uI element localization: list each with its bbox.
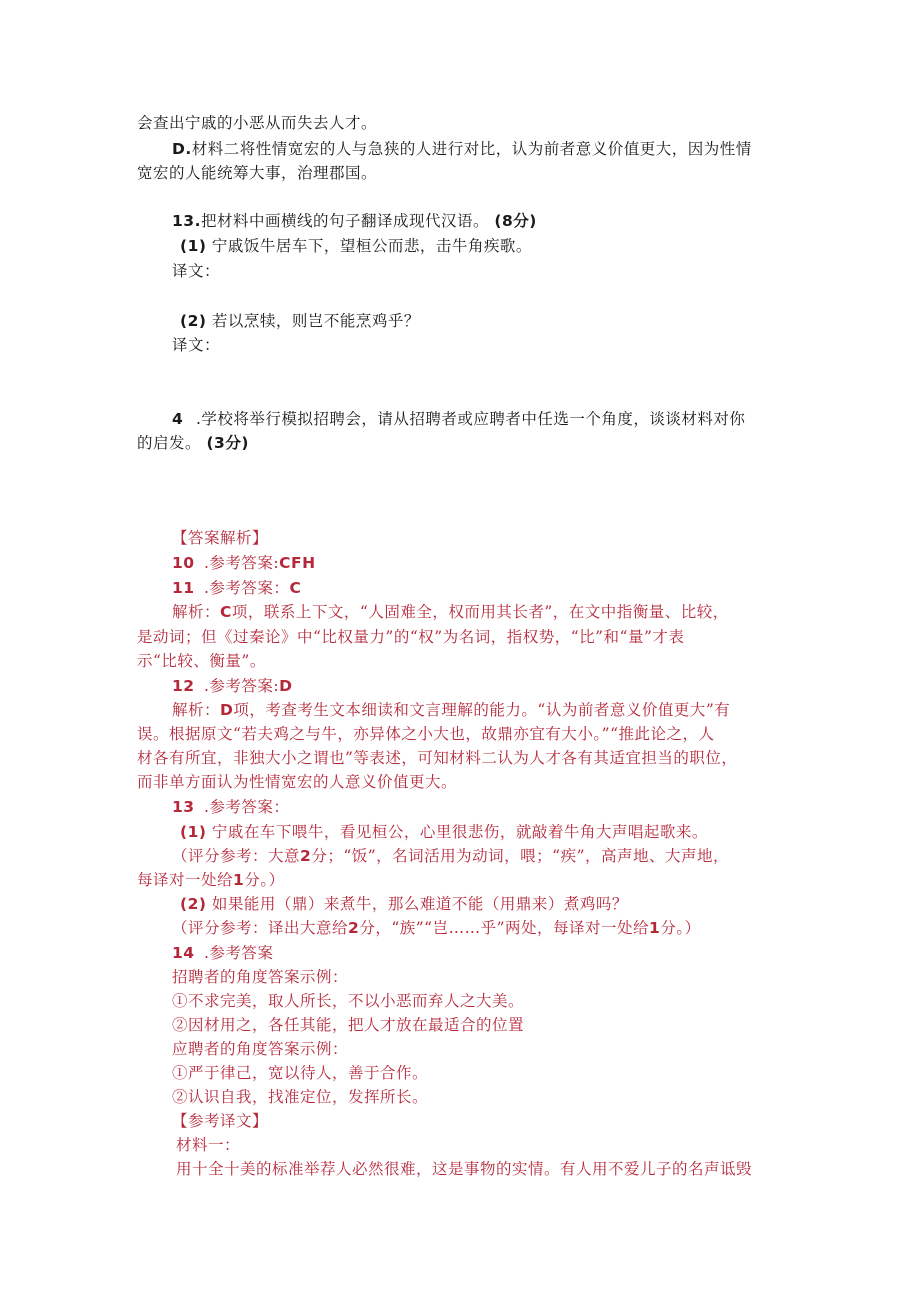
sub-number: (1)	[180, 237, 207, 255]
sub-number: (2)	[180, 895, 207, 913]
score: 2	[348, 919, 360, 937]
question-14-cont	[137, 432, 249, 454]
score: (3分)	[206, 434, 249, 452]
question-number: 13.	[172, 212, 201, 230]
text: （评分参考：译出大意给	[172, 919, 349, 937]
answer-12-explanation-cont	[137, 723, 715, 745]
answer-13-2-note	[172, 917, 701, 939]
question-13-1	[180, 235, 532, 257]
question-number: 4	[172, 410, 184, 428]
text: 项，考查考生文本细读和文言理解的能力。“认为前者意义价值更大”有	[233, 701, 731, 719]
text: 宁戚在车下喂牛，看见桓公，心里很悲伤，就敲着牛角大声唱起歌来。	[211, 823, 708, 841]
answer-12-explanation	[172, 699, 730, 721]
text: 项，联系上下文，“人固难全，权而用其长者”，在文中指衡量、比较，	[231, 603, 729, 621]
text: 误。根据原文“若夫鸡之与牛，亦异体之小大也，故鼎亦宜有大小。”“推此论之，人	[137, 725, 715, 743]
text: 的启发。	[137, 434, 202, 452]
option-label: D	[220, 701, 234, 719]
answer-value: CFH	[279, 554, 316, 572]
question-13-2	[180, 310, 420, 332]
reference-translation-text	[176, 1158, 752, 1180]
text: 是动词；但《过秦论》中“比权量力”的“权”为名词，指权势，“比”和“量”才表	[137, 628, 685, 646]
text: （评分参考：大意	[172, 847, 301, 865]
text: 分，“族”“岂……乎”两处，每译对一处给	[359, 919, 650, 937]
answer-14-line	[172, 1062, 428, 1084]
answer-11	[172, 577, 301, 599]
question-12-option-c-tail	[137, 112, 377, 134]
score: 1	[649, 919, 661, 937]
answer-number: 14	[172, 944, 195, 962]
text: 用十全十美的标准举荐人必然很难，这是事物的实情。有人用不爱儿子的名声诋毁	[176, 1160, 753, 1178]
answer-header	[172, 527, 268, 549]
question-13-2-translation	[172, 334, 220, 356]
answer-10	[172, 552, 316, 574]
text: 把材料中画横线的句子翻译成现代汉语。	[200, 212, 489, 230]
text: 【答案解析】	[172, 529, 269, 547]
text: ②因材用之，各任其能，把人才放在最适合的位置	[172, 1016, 525, 1034]
question-12-option-d-cont	[137, 162, 377, 184]
text: 【参考译文】	[172, 1112, 269, 1130]
score: 1	[233, 871, 245, 889]
question-13-1-translation	[172, 260, 220, 282]
text: 而非单方面认为性情宽宏的人意义价值更大。	[137, 773, 458, 791]
reference-translation-header	[172, 1110, 268, 1132]
text: 译文：	[172, 336, 221, 354]
text: ②认识自我，找准定位，发挥所长。	[172, 1088, 429, 1106]
answer-number: 13	[172, 798, 195, 816]
answer-14-line	[172, 1038, 348, 1060]
text: .参考答案：	[204, 798, 290, 816]
answer-14-line	[172, 1014, 524, 1036]
text: 译文：	[172, 262, 221, 280]
text: 应聘者的角度答案示例：	[172, 1040, 349, 1058]
text: 分。）	[244, 871, 285, 889]
text: 材各有所宜，非独大小之谓也”等表述，可知材料二认为人才各有其适宜担当的职位，	[137, 749, 738, 767]
text: 材料二将性情宽宏的人与急狭的人进行对比，认为前者意义价值更大，因为性情	[191, 140, 752, 158]
answer-number: 12	[172, 677, 195, 695]
answer-13	[172, 796, 289, 818]
answer-13-1	[180, 821, 708, 843]
question-14	[172, 408, 745, 430]
score: 2	[300, 847, 312, 865]
reference-material-one	[176, 1134, 240, 1156]
answer-number: 10	[172, 554, 195, 572]
text: 示“比较、衡量”。	[137, 652, 266, 670]
text: 会查出宁戚的小恶从而失去人才。	[137, 114, 378, 132]
text: .学校将举行模拟招聘会，请从招聘者或应聘者中任选一个角度，谈谈材料对你	[196, 410, 746, 428]
answer-11-explanation-cont	[137, 626, 684, 648]
text: 解析：	[172, 603, 221, 621]
option-label: C	[220, 603, 232, 621]
answer-13-1-note-cont	[137, 869, 285, 891]
text: 分。）	[660, 919, 701, 937]
question-13	[172, 210, 537, 232]
text: 宽宏的人能统筹大事，治理郡国。	[137, 164, 378, 182]
answer-13-1-note	[172, 845, 729, 867]
text: 分；“饭”，名词活用为动词，喂；“疾”，高声地、大声地，	[311, 847, 730, 865]
sub-number: (2)	[180, 312, 207, 330]
text: 每译对一处给	[137, 871, 234, 889]
text: 材料一：	[176, 1136, 241, 1154]
answer-11-explanation	[172, 601, 729, 623]
score: (8分)	[494, 212, 537, 230]
text: .参考答案：	[204, 579, 290, 597]
text: 解析：	[172, 701, 221, 719]
answer-14-line	[172, 966, 348, 988]
answer-14	[172, 942, 273, 964]
text: ①严于律己，宽以待人，善于合作。	[172, 1064, 429, 1082]
sub-number: (1)	[180, 823, 207, 841]
text: .参考答案:	[204, 554, 280, 572]
text: 招聘者的角度答案示例：	[172, 968, 349, 986]
answer-12-explanation-cont2	[137, 747, 737, 769]
answer-value: C	[289, 579, 302, 597]
text: ①不求完美，取人所长，不以小恶而弃人之大美。	[172, 992, 525, 1010]
answer-13-2	[180, 893, 628, 915]
text: 如果能用（鼎）来煮牛，那么难道不能（用鼎来）煮鸡吗？	[211, 895, 628, 913]
option-label: D.	[172, 140, 192, 158]
answer-14-line	[172, 1086, 428, 1108]
answer-number: 11	[172, 579, 195, 597]
text: 若以烹犊，则岂不能烹鸡乎？	[211, 312, 420, 330]
text: .参考答案	[204, 944, 274, 962]
answer-11-explanation-cont2	[137, 650, 266, 672]
text: .参考答案:	[204, 677, 280, 695]
text: 宁戚饭牛居车下，望桓公而悲，击牛角疾歌。	[211, 237, 532, 255]
answer-value: D	[279, 677, 293, 695]
answer-12	[172, 675, 293, 697]
question-12-option-d	[172, 138, 752, 160]
answer-12-explanation-cont3	[137, 771, 457, 793]
answer-14-line	[172, 990, 524, 1012]
